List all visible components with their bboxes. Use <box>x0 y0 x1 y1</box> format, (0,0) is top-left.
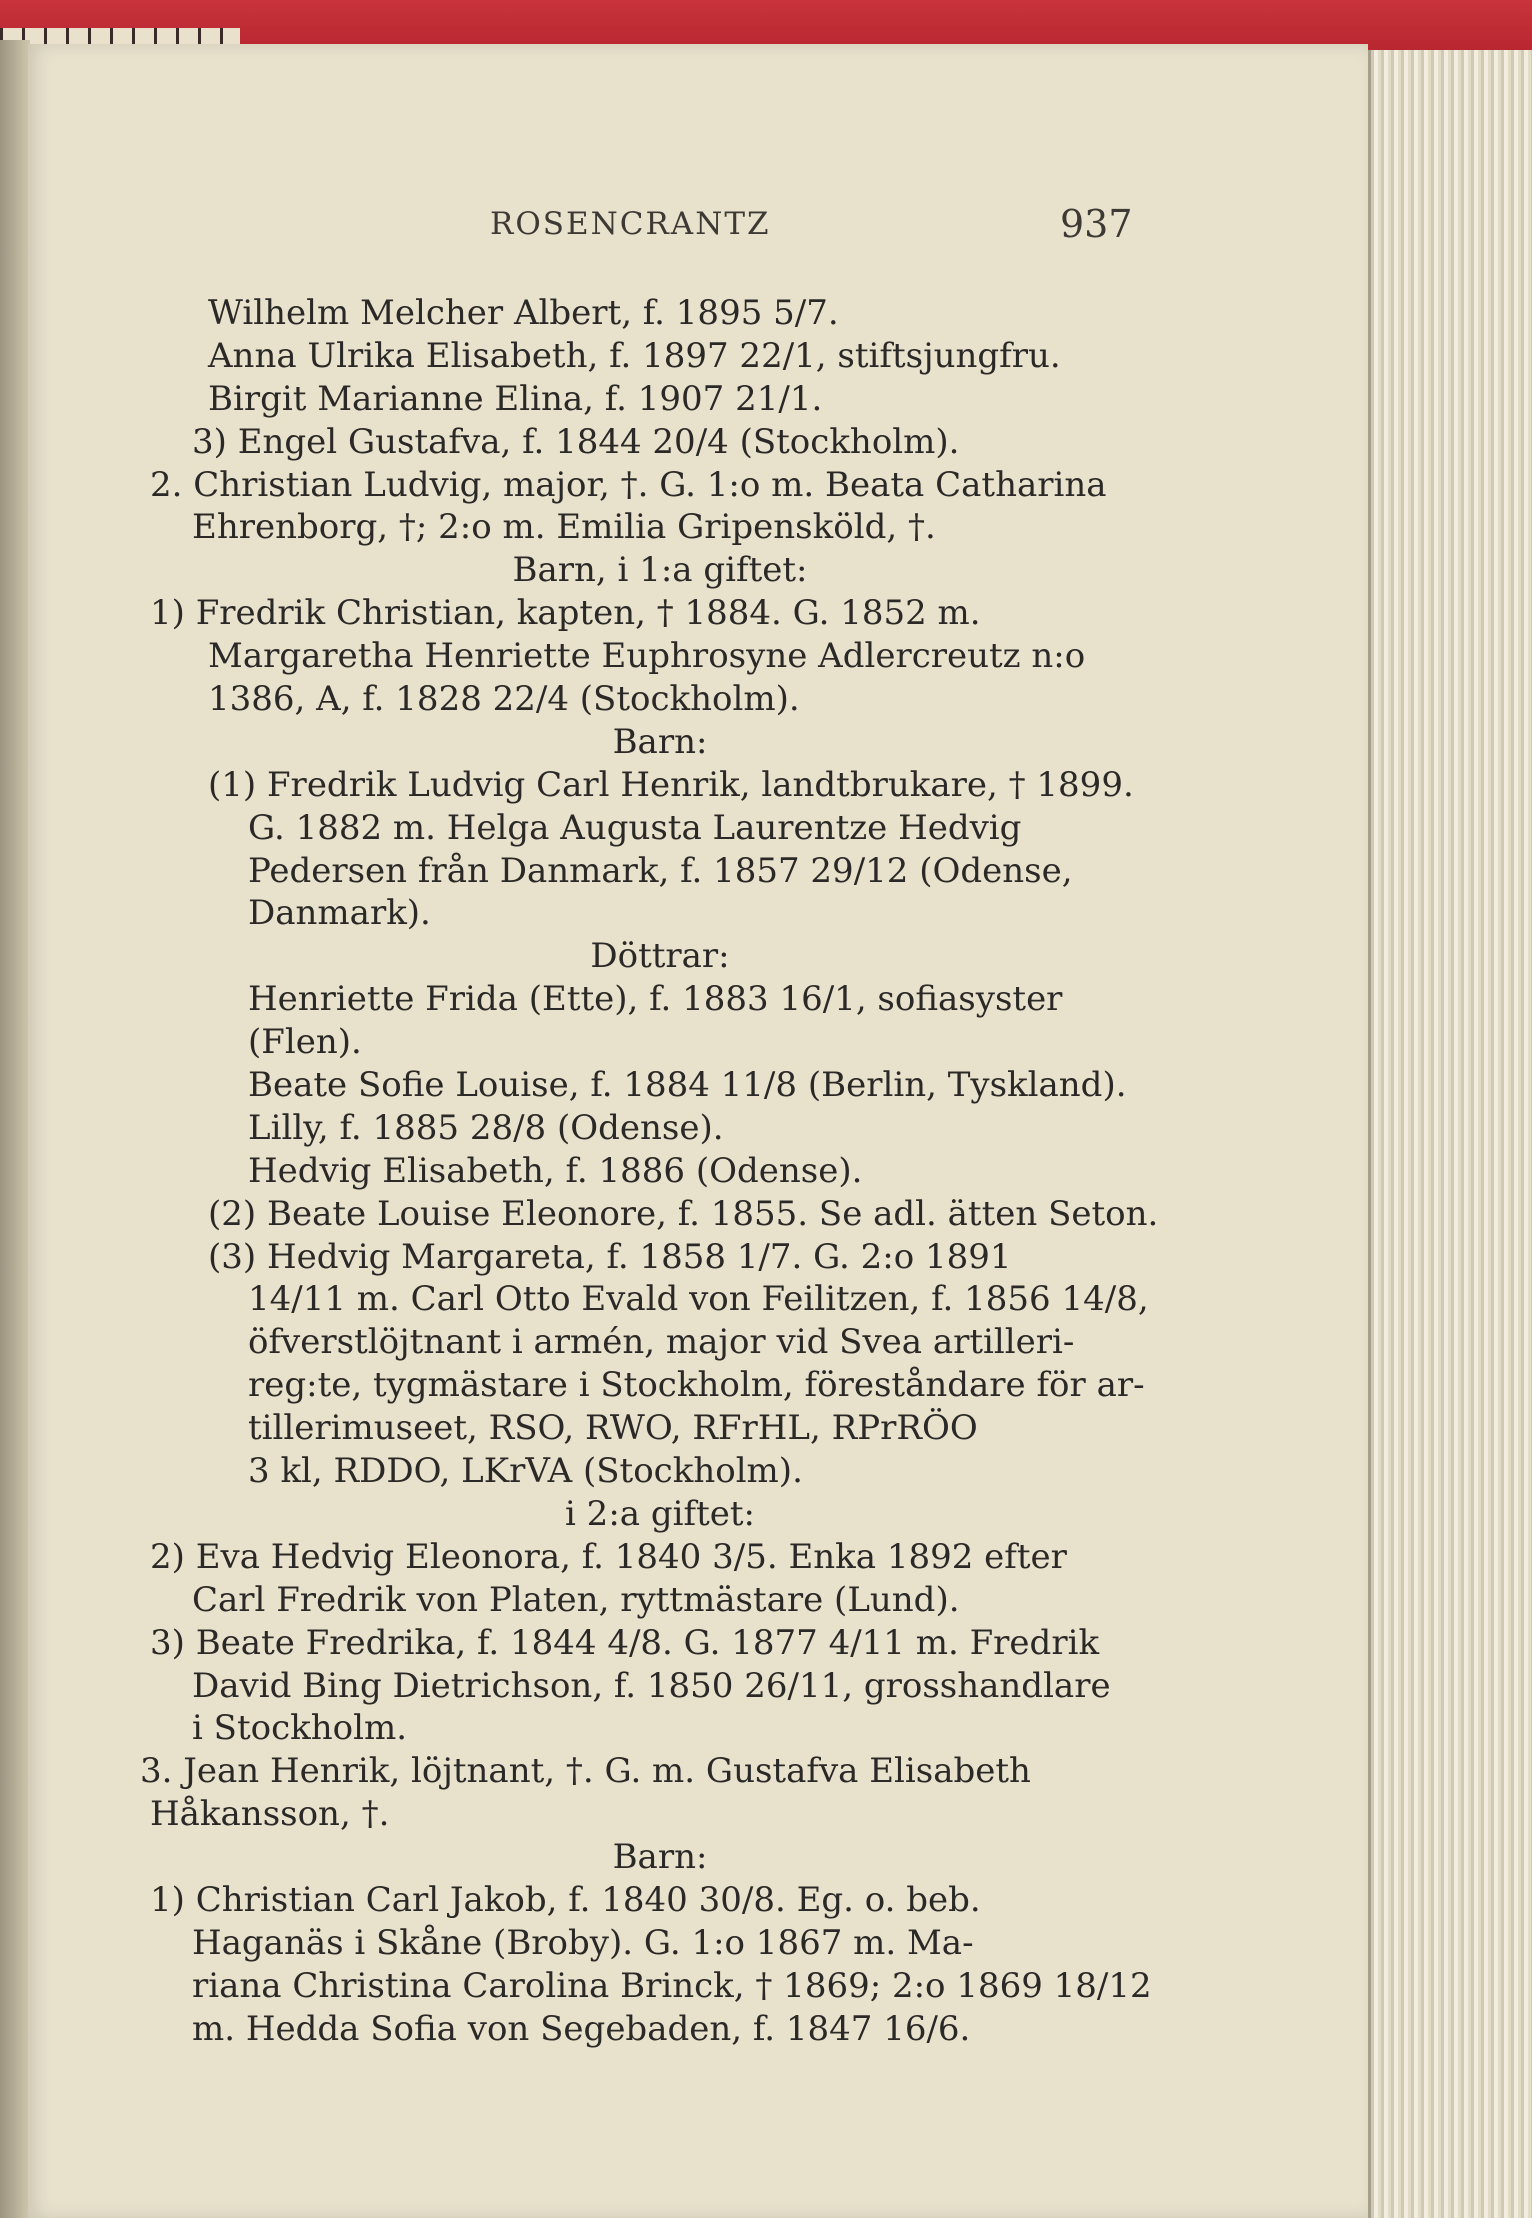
text-line: 1) Christian Carl Jakob, f. 1840 30/8. Eg. o. beb. <box>150 1879 981 1920</box>
page-number: 937 <box>1060 202 1133 246</box>
text-line: Wilhelm Melcher Albert, f. 1895 5/7. <box>208 293 839 333</box>
text-line: (3) Hedvig Margareta, f. 1858 1/7. G. 2:o 1891 <box>208 1236 1012 1277</box>
text-line: i 2:a giftet: <box>565 1493 755 1534</box>
text-line: Barn: <box>612 1837 708 1878</box>
text-line: Birgit Marianne Elina, f. 1907 21/1. <box>208 378 823 419</box>
text-line: Lilly, f. 1885 28/8 (Odense). <box>248 1107 724 1148</box>
text-line: 14/11 m. Carl Otto Evald von Feilitzen, f. 1856 14/8, <box>248 1279 1149 1320</box>
text-line: (1) Fredrik Ludvig Carl Henrik, landtbrukare, † 1899. <box>208 764 1134 805</box>
text-line: 1386, A, f. 1828 22/4 (Stockholm). <box>208 679 800 720</box>
page-header <box>0 202 1532 254</box>
text-line: öfverstlöjtnant i armén, major vid Svea artilleri- <box>248 1322 1075 1363</box>
text-line: Anna Ulrika Elisabeth, f. 1897 22/1, stiftsjungfru. <box>208 335 1061 376</box>
text-line: tillerimuseet, RSO, RWO, RFrHL, RPrRÖO <box>248 1408 978 1449</box>
text-line: Ehrenborg, †; 2:o m. Emilia Gripensköld, †. <box>192 507 936 548</box>
text-line: Henriette Frida (Ette), f. 1883 16/1, sofiasyster <box>248 979 1063 1020</box>
text-line: Carl Fredrik von Platen, ryttmästare (Lund). <box>192 1579 960 1620</box>
text-line: 2. Christian Ludvig, major, †. G. 1:o m. Beata Catharina <box>150 464 1107 505</box>
text-line: 3. Jean Henrik, löjtnant, †. G. m. Gustafva Elisabeth <box>140 1751 1031 1792</box>
text-line: 3 kl, RDDO, LKrVA (Stockholm). <box>248 1451 803 1492</box>
text-line: Beate Sofie Louise, f. 1884 11/8 (Berlin, Tyskland). <box>248 1065 1127 1106</box>
page-edges <box>1368 50 1532 2218</box>
text-line: 2) Eva Hedvig Eleonora, f. 1840 3/5. Enka 1892 efter <box>150 1536 1067 1577</box>
text-line: i Stockholm. <box>192 1708 408 1749</box>
text-line: Pedersen från Danmark, f. 1857 29/12 (Odense, <box>248 850 1073 891</box>
text-line: G. 1882 m. Helga Augusta Laurentze Hedvig <box>248 807 1022 848</box>
text-line: Danmark). <box>248 893 431 934</box>
text-line: Margaretha Henriette Euphrosyne Adlercreutz n:o <box>208 636 1086 677</box>
text-line: Barn: <box>612 721 708 762</box>
text-line: Hedvig Elisabeth, f. 1886 (Odense). <box>248 1150 863 1191</box>
text-line: David Bing Dietrichson, f. 1850 26/11, grosshandlare <box>192 1665 1111 1706</box>
text-line: 1) Fredrik Christian, kapten, † 1884. G. 1852 m. <box>150 593 981 634</box>
text-line: m. Hedda Sofia von Segebaden, f. 1847 16/6. <box>192 2008 971 2049</box>
text-line: 3) Engel Gustafva, f. 1844 20/4 (Stockholm). <box>192 421 960 462</box>
text-line: Barn, i 1:a giftet: <box>512 550 808 591</box>
text-line: reg:te, tygmästare i Stockholm, föreståndare för ar- <box>248 1365 1145 1406</box>
genealogy-text-block <box>140 292 1159 2051</box>
binding-gutter <box>0 40 30 2218</box>
running-title: ROSENCRANTZ <box>490 206 771 242</box>
text-line: (Flen). <box>248 1022 362 1063</box>
text-line: Håkansson, †. <box>150 1794 390 1835</box>
text-line: Haganäs i Skåne (Broby). G. 1:o 1867 m. Ma- <box>192 1922 974 1963</box>
text-line: Döttrar: <box>590 936 730 977</box>
text-line: 3) Beate Fredrika, f. 1844 4/8. G. 1877 4/11 m. Fredrik <box>150 1622 1100 1663</box>
text-line: (2) Beate Louise Eleonore, f. 1855. Se adl. ätten Seton. <box>208 1193 1159 1234</box>
text-line: riana Christina Carolina Brinck, † 1869; 2:o 1869 18/12 <box>192 1965 1152 2006</box>
